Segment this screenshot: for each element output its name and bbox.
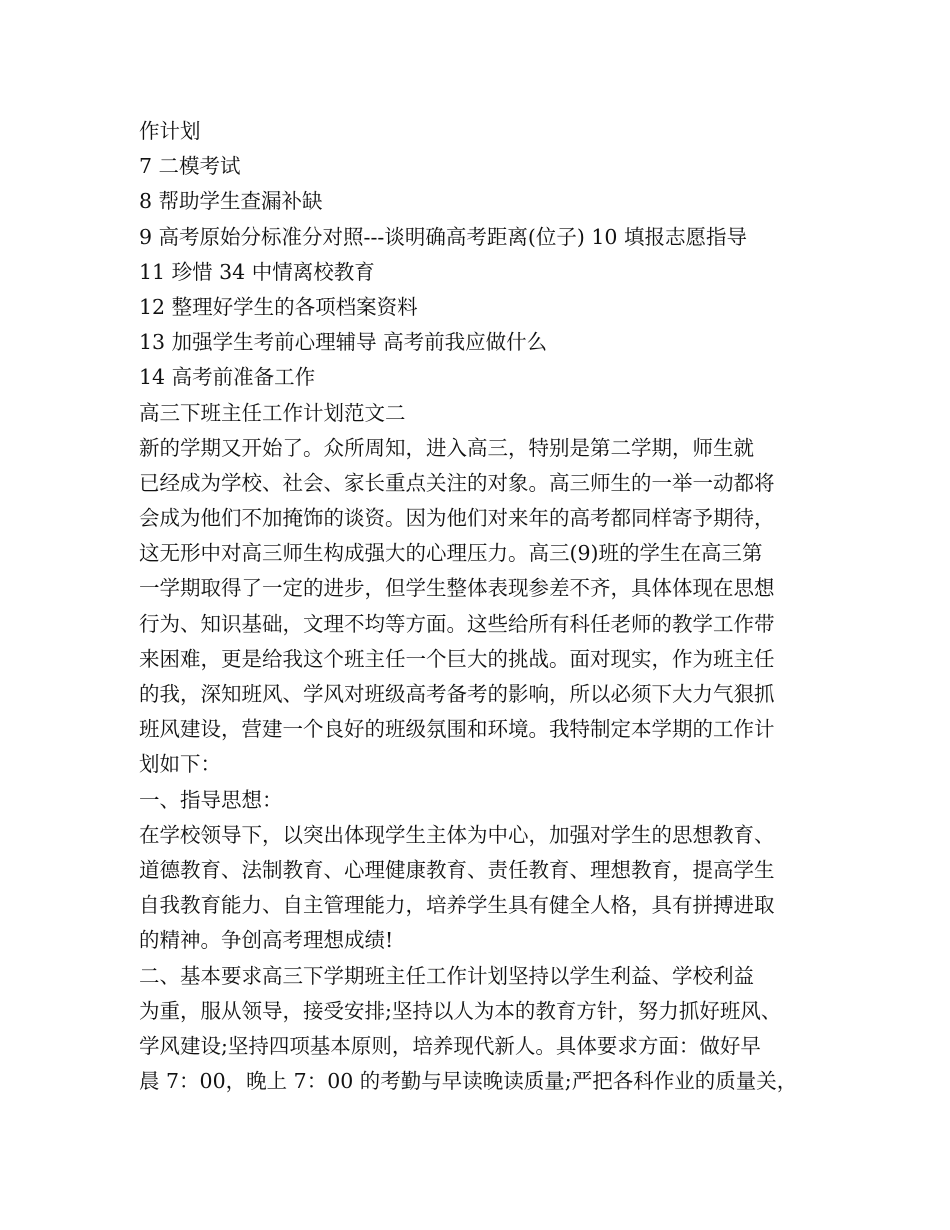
text-line: 行为、知识基础，文理不均等方面。这些给所有科任老师的教学工作带 xyxy=(139,611,775,636)
text-line: 班风建设，营建一个良好的班级氛围和环境。我特制定本学期的工作计 xyxy=(139,717,775,742)
text-line: 11 珍惜 34 中情离校教育 xyxy=(139,259,375,284)
text-line: 自我教育能力、自主管理能力，培养学生具有健全人格，具有拼搏进取 xyxy=(139,893,775,918)
text-line: 8 帮助学生查漏补缺 xyxy=(139,189,323,214)
text-line: 的精神。争创高考理想成绩! xyxy=(139,928,394,953)
text-line: 7 二模考试 xyxy=(139,154,241,179)
text-line: 已经成为学校、社会、家长重点关注的对象。高三师生的一举一动都将 xyxy=(139,470,775,495)
text-line: 为重，服从领导，接受安排;坚持以人为本的教育方针，努力抓好班风、 xyxy=(139,998,782,1023)
document-body xyxy=(139,114,829,1099)
text-line: 二、基本要求高三下学期班主任工作计划坚持以学生利益、学校利益 xyxy=(139,963,754,988)
text-line: 道德教育、法制教育、心理健康教育、责任教育、理想教育，提高学生 xyxy=(139,857,775,882)
text-line: 划如下： xyxy=(139,752,221,777)
text-line: 新的学期又开始了。众所周知，进入高三，特别是第二学期，师生就 xyxy=(139,435,754,460)
text-line: 来困难，更是给我这个班主任一个巨大的挑战。面对现实，作为班主任 xyxy=(139,646,775,671)
text-line: 9 高考原始分标准分对照---谈明确高考距离(位子) 10 填报志愿指导 xyxy=(139,224,747,249)
text-line: 在学校领导下，以突出体现学生主体为中心，加强对学生的思想教育、 xyxy=(139,822,775,847)
section-heading: 高三下班主任工作计划范文二 xyxy=(139,400,406,425)
text-line: 作计划 xyxy=(139,119,201,143)
text-line: 晨 7：00，晚上 7：00 的考勤与早读晚读质量;严把各科作业的质量关， xyxy=(139,1069,798,1094)
text-line: 这无形中对高三师生构成强大的心理压力。高三(9)班的学生在高三第 xyxy=(139,541,763,566)
text-line: 会成为他们不加掩饰的谈资。因为他们对来年的高考都同样寄予期待， xyxy=(139,506,775,531)
text-line: 的我，深知班风、学风对班级高考备考的影响，所以必须下大力气狠抓 xyxy=(139,682,775,706)
section-heading: 一、指导思想： xyxy=(139,787,283,812)
text-line: 12 整理好学生的各项档案资料 xyxy=(139,294,418,319)
text-line: 14 高考前准备工作 xyxy=(139,365,316,390)
text-line: 一学期取得了一定的进步，但学生整体表现参差不齐，具体体现在思想 xyxy=(139,576,775,601)
text-line: 学风建设;坚持四项基本原则，培养现代新人。具体要求方面：做好早 xyxy=(139,1033,761,1058)
text-line: 13 加强学生考前心理辅导 高考前我应做什么 xyxy=(139,330,548,355)
